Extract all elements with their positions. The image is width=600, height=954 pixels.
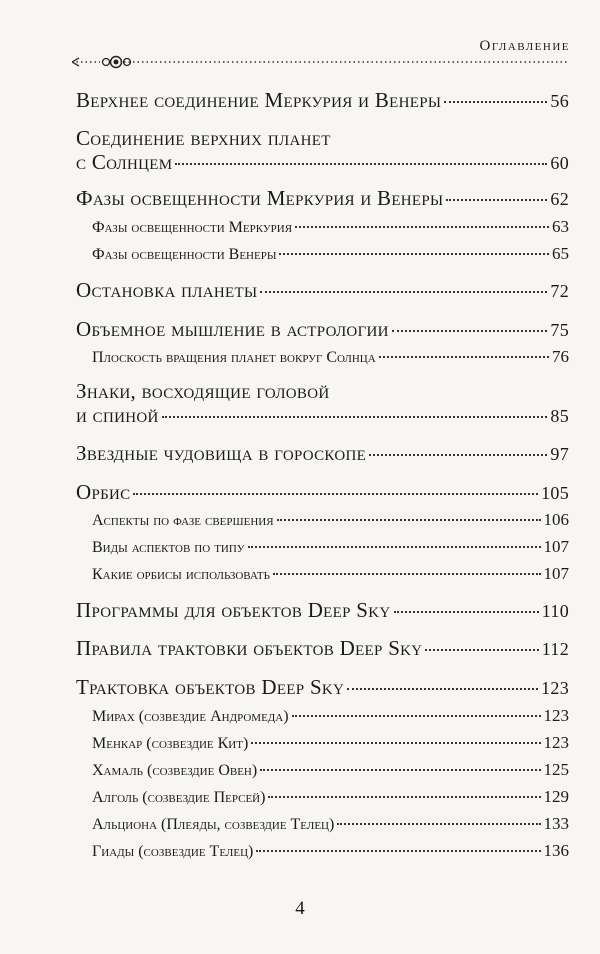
dot-leader — [251, 742, 540, 744]
toc-entry[interactable] — [76, 403, 569, 428]
dot-leader — [248, 546, 541, 548]
toc-entry[interactable] — [76, 186, 569, 211]
dot-leader — [175, 163, 547, 165]
toc-entry-title: и спиной — [76, 403, 159, 427]
toc-entry-title: Фазы освещенности Меркурия и Венеры — [76, 186, 444, 210]
toc-page-number: 112 — [541, 639, 569, 659]
toc-subentry[interactable] — [76, 537, 569, 557]
toc-page-number: 123 — [541, 678, 569, 698]
toc-entry[interactable] — [76, 441, 569, 466]
dot-leader — [260, 769, 540, 771]
toc-page-number: 76 — [552, 347, 569, 366]
toc-entry-title: Хамаль (созвездие Овен) — [92, 762, 258, 779]
toc-subentry[interactable] — [76, 510, 569, 530]
toc-subentry[interactable] — [76, 760, 569, 780]
toc-entry[interactable] — [76, 150, 569, 175]
toc-page-number: 65 — [552, 244, 569, 263]
dot-leader — [162, 416, 548, 418]
toc-entry-title: Остановка планеты — [76, 278, 258, 302]
dot-leader — [444, 101, 547, 103]
dot-leader — [279, 253, 549, 255]
dot-leader — [425, 649, 538, 651]
toc-page-number: 106 — [543, 510, 569, 529]
running-head: Оглавление — [479, 38, 570, 54]
toc-entry-title: Плоскость вращения планет вокруг Солнца — [92, 349, 376, 366]
dot-leader — [133, 493, 538, 495]
toc-subentry[interactable] — [76, 814, 569, 834]
dot-leader — [369, 454, 547, 456]
toc-page-number: 60 — [550, 153, 569, 173]
toc-entry-title-line1: Соединение верхних планет — [76, 126, 331, 150]
dot-leader — [256, 850, 540, 852]
toc-page-number: 56 — [550, 91, 569, 111]
dot-leader — [446, 199, 547, 201]
toc-entry-title: Программы для объектов Deep Sky — [76, 598, 391, 622]
toc-entry-title: Звездные чудовища в гороскопе — [76, 441, 367, 465]
toc-entry-title: с Солнцем — [76, 150, 173, 174]
toc-page-number: 85 — [550, 406, 569, 426]
toc-subentry[interactable] — [76, 347, 569, 367]
toc-page-number: 105 — [541, 483, 569, 503]
toc-page-number: 123 — [543, 706, 569, 725]
dot-leader — [337, 823, 540, 825]
toc-entry-title: Орбис — [76, 480, 131, 504]
toc-entry-title: Менкар (созвездие Кит) — [92, 735, 249, 752]
dot-leader — [260, 291, 547, 293]
toc-entry-title: Правила трактовки объектов Deep Sky — [76, 636, 423, 660]
toc-page-number: 63 — [552, 217, 569, 236]
toc-entry-title: Фазы освещенности Венеры — [92, 246, 277, 263]
toc-page-number: 72 — [550, 281, 569, 301]
dot-leader — [277, 519, 541, 521]
toc-subentry[interactable] — [76, 217, 569, 237]
toc-page-number: 62 — [550, 189, 569, 209]
toc-entry-title: Аспекты по фазе свершения — [92, 512, 274, 529]
dot-leader — [394, 611, 539, 613]
dot-leader — [273, 573, 541, 575]
toc-entry-title: Виды аспектов по типу — [92, 539, 245, 556]
toc-entry-title: Альциона (Плеяды, созвездие Телец) — [92, 816, 335, 833]
toc-subentry[interactable] — [76, 244, 569, 264]
toc-entry[interactable] — [76, 675, 569, 700]
header-ornament — [72, 54, 568, 70]
toc-page-number: 107 — [543, 537, 569, 556]
toc-entry-title: Алголь (созвездие Персей) — [92, 789, 266, 806]
toc-subentry[interactable] — [76, 787, 569, 807]
toc-entry[interactable] — [76, 317, 569, 342]
dot-leader — [392, 330, 548, 332]
toc-page-number: 123 — [543, 733, 569, 752]
toc-entry-title-line1: Знаки, восходящие головой — [76, 379, 330, 403]
toc-page-number: 110 — [541, 601, 569, 621]
toc-subentry[interactable] — [76, 841, 569, 861]
toc-entry-title: Фазы освещенности Меркурия — [92, 219, 293, 236]
toc-entry-title: Верхнее соединение Меркурия и Венеры — [76, 88, 442, 112]
toc-page-number: 107 — [543, 564, 569, 583]
toc-page-number: 75 — [550, 320, 569, 340]
dot-leader — [292, 715, 541, 717]
page-number: 4 — [295, 898, 305, 919]
toc-page-number: 129 — [543, 787, 569, 806]
dot-leader — [379, 356, 549, 358]
toc-entry-title: Какие орбисы использовать — [92, 566, 270, 583]
toc-entry[interactable] — [76, 480, 569, 505]
dot-leader — [347, 688, 538, 690]
toc-entry-title: Мирах (созвездие Андромеда) — [92, 708, 289, 725]
toc-page-number: 97 — [550, 444, 569, 464]
toc-page-number: 136 — [543, 841, 569, 860]
toc-page-number: 125 — [543, 760, 569, 779]
toc-entry[interactable] — [76, 88, 569, 113]
toc-subentry[interactable] — [76, 706, 569, 726]
toc-entry[interactable] — [76, 636, 569, 661]
dot-leader — [295, 226, 549, 228]
dot-leader — [268, 796, 540, 798]
toc-entry[interactable] — [76, 598, 569, 623]
toc-entry-title: Объемное мышление в астрологии — [76, 317, 389, 341]
toc-entry-title: Трактовка объектов Deep Sky — [76, 675, 345, 699]
toc-page-number: 133 — [543, 814, 569, 833]
toc-entry-title: Гиады (созвездие Телец) — [92, 843, 254, 860]
toc-subentry[interactable] — [76, 564, 569, 584]
toc-entry[interactable] — [76, 278, 569, 303]
toc-subentry[interactable] — [76, 733, 569, 753]
